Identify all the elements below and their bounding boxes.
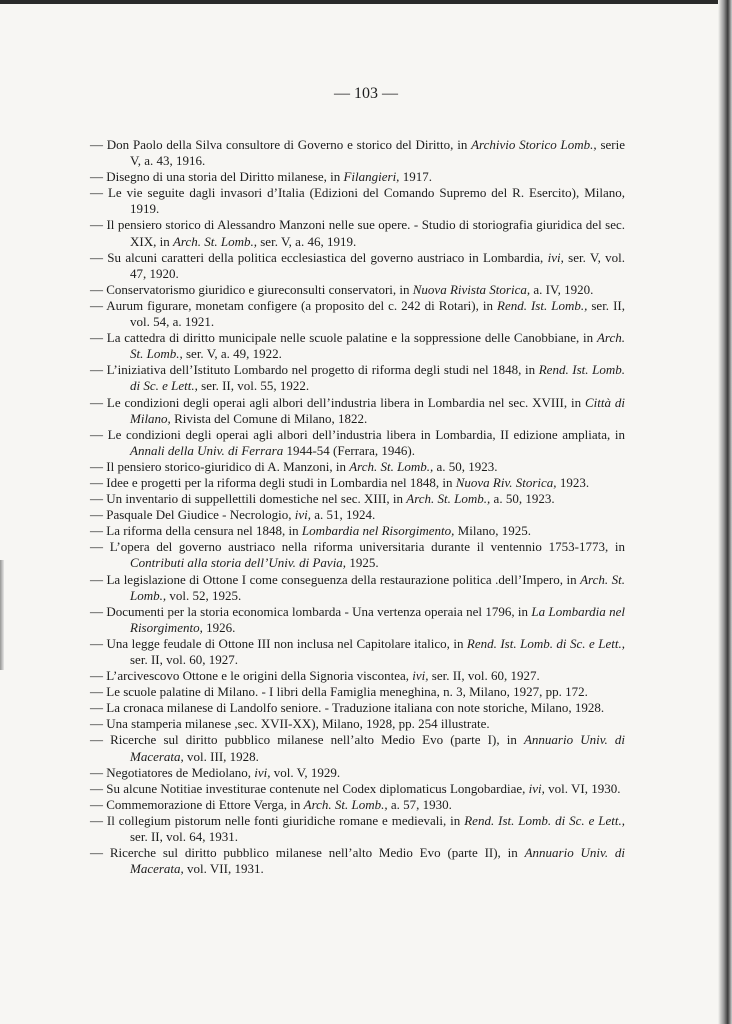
bibliography-list	[90, 137, 625, 877]
bibliography-entry	[90, 298, 625, 330]
entry-text: — Su alcune Notitiae investiturae contenute nel Codex diplomaticus Longobardiae,	[90, 780, 529, 796]
entry-italic-title: Contributi alla storia dell’Univ. di Pavia,	[130, 555, 347, 571]
entry-text: vol. VI, 1930.	[544, 780, 621, 796]
bibliography-entry	[90, 491, 625, 507]
page-number: — 103 —	[334, 85, 398, 102]
entry-italic-title: Archivio Storico Lomb.,	[471, 137, 597, 152]
entry-text: a. 57, 1930.	[387, 796, 452, 812]
entry-text: — Documenti per la storia economica lombarda - Una vertenza operaia nel 1796, in	[90, 603, 532, 619]
entry-text: ser. II, vol. 54, a. 1921.	[130, 297, 625, 330]
bibliography-entry	[90, 507, 625, 523]
entry-text: serie V, a. 43, 1916.	[130, 137, 625, 169]
entry-text: — L’arcivescovo Ottone e le origini della Signoria viscontea,	[90, 668, 413, 684]
entry-text: — Una stamperia milanese ,sec. XVII-XX), Milano, 1928, pp. 254 illustrate.	[90, 716, 490, 732]
entry-italic-title: ivi,	[254, 764, 271, 780]
bibliography-entry	[90, 572, 625, 604]
bibliography-entry	[90, 700, 625, 716]
bibliography-entry	[90, 813, 625, 845]
bibliography-entry	[90, 217, 625, 249]
bibliography-entry	[90, 362, 625, 394]
entry-text: a. 51, 1924.	[310, 507, 376, 523]
entry-text: — La riforma della censura nel 1848, in	[90, 523, 302, 539]
bibliography-entry	[90, 137, 625, 169]
entry-italic-title: ivi,	[528, 780, 545, 796]
entry-text: — L’iniziativa dell’Istituto Lombardo nel progetto di riforma degli studi nel 1848, in	[90, 362, 539, 378]
entry-italic-title: Filangieri,	[343, 169, 400, 185]
bibliography-entry	[90, 475, 625, 491]
entry-text: — Ricerche sul diritto pubblico milanese nell’alto Medio Evo (parte II), in	[90, 845, 525, 861]
entry-text: a. 50, 1923.	[433, 458, 498, 474]
entry-italic-title: ivi,	[412, 668, 429, 684]
entry-italic-title: ivi,	[547, 249, 564, 265]
bibliography-entry	[90, 668, 625, 684]
entry-italic-title: Arch. St. Lomb.,	[303, 796, 388, 812]
bibliography-entry	[90, 185, 625, 217]
entry-text: — La legislazione di Ottone I come conseguenza della restaurazione politica .dell’Impero, in	[90, 571, 581, 587]
entry-text: a. 50, 1923.	[490, 491, 555, 507]
entry-text: — Il collegium pistorum nelle fonti giuridiche romane e medievali, in	[90, 812, 465, 828]
entry-text: ser. V, a. 46, 1919.	[257, 233, 357, 249]
entry-text: vol. III, 1928.	[183, 748, 259, 764]
entry-text: — Il pensiero storico di Alessandro Manzoni nelle sue opere. - Studio di storiografia giuridica del sec. XIX, in	[90, 217, 625, 249]
entry-italic-title: Arch. St. Lomb.,	[130, 571, 626, 603]
bibliography-entry	[90, 604, 625, 636]
entry-text: vol. VII, 1931.	[183, 861, 264, 877]
scan-top-border	[0, 0, 732, 4]
entry-text: ser. II, vol. 55, 1922.	[197, 378, 310, 394]
entry-text: — Il pensiero storico-giuridico di A. Manzoni, in	[90, 458, 350, 474]
entry-text: — Commemorazione di Ettore Verga, in	[90, 796, 304, 812]
entry-italic-title: Arch. St. Lomb.,	[406, 491, 491, 507]
entry-text: 1917.	[399, 169, 432, 185]
entry-italic-title: Arch. St. Lomb.,	[172, 233, 257, 249]
entry-text: — Don Paolo della Silva consultore di Governo e storico del Diritto, in	[90, 137, 472, 152]
entry-text: 1926.	[202, 619, 236, 635]
entry-italic-title: Città di Milano,	[130, 394, 625, 426]
scan-left-mark	[0, 560, 4, 670]
entry-text: — L’opera del governo austriaco nella riforma universitaria durante il ventennio 1753-1773, in	[90, 539, 625, 555]
entry-text: a. IV, 1920.	[530, 281, 594, 297]
bibliography-entry	[90, 636, 625, 668]
entry-text: ser. V, a. 49, 1922.	[182, 346, 282, 362]
entry-italic-title: Annali della Univ. di Ferrara	[130, 442, 284, 458]
entry-text: — Le scuole palatine di Milano. - I libri della Famiglia meneghina, n. 3, Milano, 1927, pp. 172.	[90, 684, 588, 700]
bibliography-entry	[90, 797, 625, 813]
entry-text: ser. II, vol. 60, 1927.	[130, 652, 238, 667]
bibliography-entry	[90, 845, 625, 877]
entry-text: — Ricerche sul diritto pubblico milanese nell’alto Medio Evo (parte I), in	[90, 732, 524, 748]
entry-text: — Pasquale Del Giudice - Necrologio,	[90, 507, 295, 523]
bibliography-entry	[90, 765, 625, 781]
entry-text: — Un inventario di suppellettili domestiche nel sec. XIII, in	[90, 491, 407, 507]
bibliography-entry	[90, 250, 625, 282]
entry-italic-title: Arch. St. Lomb.,	[130, 330, 625, 362]
entry-italic-title: Rend. Ist. Lomb. di Sc. e Lett.,	[130, 362, 625, 394]
bibliography-entry	[90, 716, 625, 732]
entry-italic-title: Annuario Univ. di Macerata,	[130, 845, 626, 877]
entry-text: — Le condizioni degli operai agli albori dell’industria libera in Lombardia, II edizione ampliata, in	[90, 426, 625, 442]
entry-text: — Disegno di una storia del Diritto milanese, in	[90, 169, 344, 185]
entry-text: — Aurum figurare, monetam configere (a proposito del c. 242 di Rotari), in	[90, 297, 497, 313]
entry-italic-title: La Lombardia nel Risorgimento,	[130, 603, 626, 635]
entry-italic-title: Annuario Univ. di Macerata,	[130, 732, 625, 764]
entry-text: — Le condizioni degli operai agli albori dell’industria libera in Lombardia nel sec. XVIII, in	[90, 394, 585, 410]
bibliography-entry	[90, 459, 625, 475]
bibliography-entry	[90, 732, 625, 764]
entry-text: — Le vie seguite dagli invasori d’Italia (Edizioni del Comando Supremo del R. Esercito), Milano, 1919.	[90, 185, 625, 217]
entry-italic-title: ivi,	[294, 507, 311, 523]
bibliography-entry	[90, 781, 625, 797]
entry-text: Rivista del Comune di Milano, 1822.	[170, 410, 368, 426]
bibliography-entry	[90, 523, 625, 539]
scan-right-edge	[718, 0, 732, 1024]
entry-italic-title: Rend. Ist. Lomb.,	[497, 297, 588, 313]
entry-text: Milano, 1925.	[454, 523, 531, 539]
entry-text: — La cattedra di diritto municipale nelle scuole palatine e la soppressione delle Canobbiane, in	[90, 330, 597, 346]
entry-text: — Su alcuni caratteri della politica ecclesiastica del governo austriaco in Lombardia,	[90, 249, 548, 265]
bibliography-entry	[90, 282, 625, 298]
bibliography-entry	[90, 169, 625, 185]
entry-italic-title: Rend. Ist. Lomb. di Sc. e Lett.,	[464, 812, 625, 828]
entry-text: — Una legge feudale di Ottone III non inclusa nel Capitolare italico, in	[90, 635, 467, 651]
bibliography-entry	[90, 539, 625, 571]
entry-text: — Conservatorismo giuridico e giureconsulti conservatori, in	[90, 281, 413, 297]
entry-text: 1925.	[346, 555, 379, 571]
entry-text: — Negotiatores de Mediolano,	[90, 764, 255, 780]
entry-text: vol. V, 1929.	[270, 764, 341, 780]
entry-italic-title: Lombardia nel Risorgimento,	[301, 523, 455, 539]
entry-text: ser. V, vol. 47, 1920.	[130, 249, 626, 281]
entry-italic-title: Rend. Ist. Lomb. di Sc. e Lett.,	[466, 635, 625, 651]
entry-italic-title: Arch. St. Lomb.,	[349, 458, 434, 474]
entry-text: vol. 52, 1925.	[166, 587, 242, 603]
entry-text: ser. II, vol. 60, 1927.	[428, 668, 540, 684]
bibliography-entry	[90, 395, 625, 427]
entry-text: ser. II, vol. 64, 1931.	[130, 829, 238, 845]
entry-italic-title: Nuova Riv. Storica,	[455, 474, 557, 490]
bibliography-entry	[90, 684, 625, 700]
bibliography-entry	[90, 330, 625, 362]
entry-text: 1944-54 (Ferrara, 1946).	[283, 442, 415, 458]
entry-text: — Idee e progetti per la riforma degli studi in Lombardia nel 1848, in	[90, 474, 456, 490]
entry-text: — La cronaca milanese di Landolfo seniore. - Traduzione italiana con note storiche, Milano, 1928.	[90, 700, 605, 716]
bibliography-entry	[90, 427, 625, 459]
entry-italic-title: Nuova Rivista Storica,	[412, 281, 531, 297]
entry-text: 1923.	[556, 474, 590, 490]
